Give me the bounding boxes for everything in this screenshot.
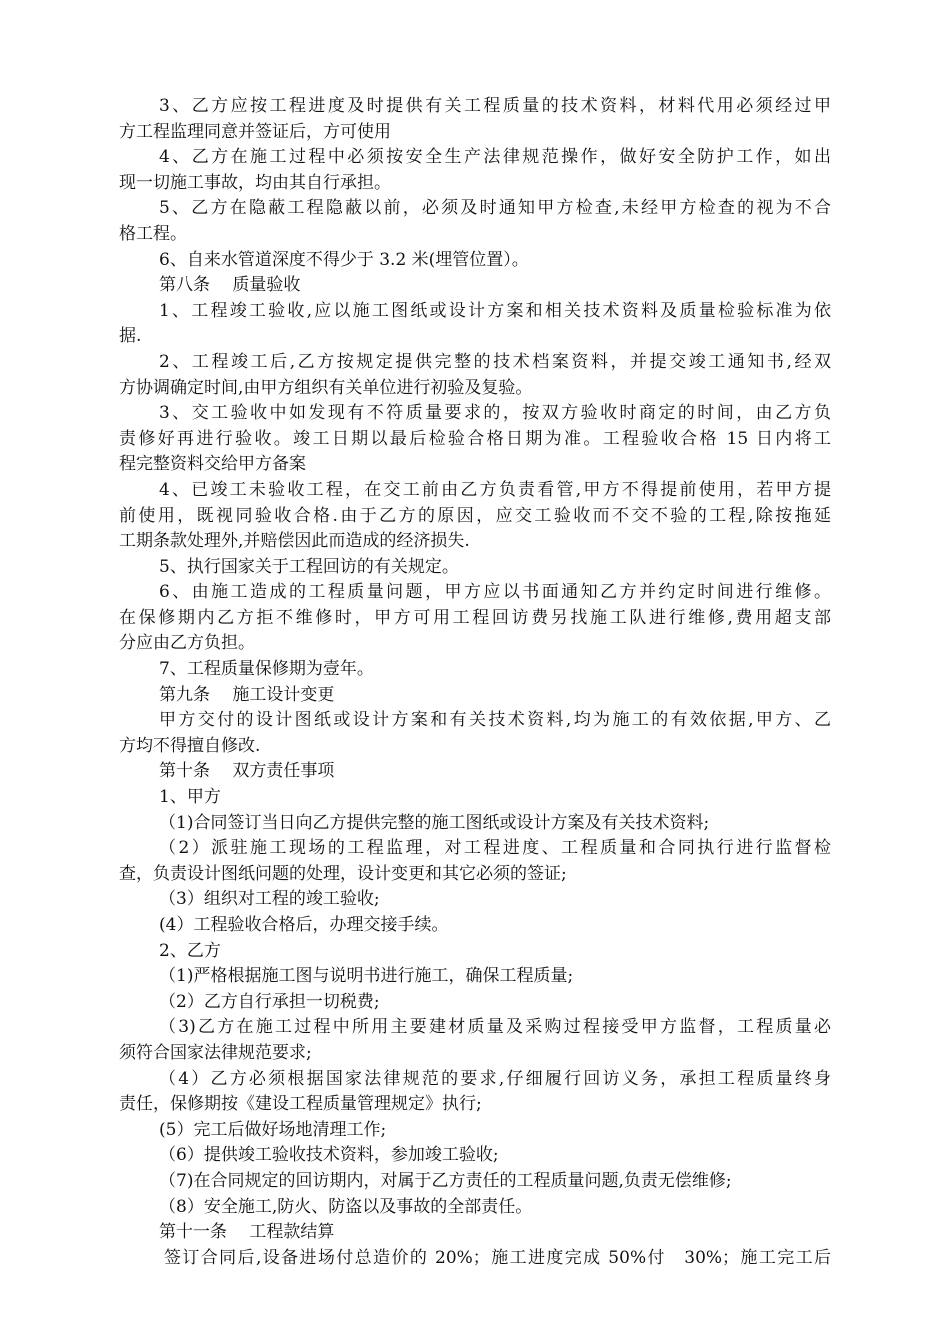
- text-line: （6）提供竣工验收技术资料，参加竣工验收;: [159, 1145, 499, 1166]
- text-line: 责任，保修期按《建设工程质量管理规定》执行;: [119, 1094, 482, 1115]
- text-line: 2、工程竣工后,乙方按规定提供完整的技术档案资料，并提交竣工通知书,经双: [159, 351, 831, 372]
- text-line: （3）组织对工程的竣工验收;: [159, 889, 380, 910]
- text-line: 在保修期内乙方拒不维修时，甲方可用工程回访费另找施工队进行维修,费用超支部: [119, 607, 831, 628]
- text-line: 查，负责设计图纸问题的处理，设计变更和其它必须的签证;: [119, 863, 567, 884]
- text-line: 5、执行国家关于工程回访的有关规定。: [159, 556, 459, 577]
- section-heading: 第八条 质量验收: [159, 275, 301, 296]
- text-line: 方协调确定时间,由甲方组织有关单位进行初验及复验。: [119, 377, 533, 398]
- contract-text: [119, 94, 831, 1271]
- text-line: 4、乙方在施工过程中必须按安全生产法律规范操作，做好安全防护工作，如出: [159, 147, 831, 168]
- text-line: 3、交工验收中如发现有不符质量要求的，按双方验收时商定的时间，由乙方负: [159, 403, 831, 424]
- text-line: 1、工程竣工验收,应以施工图纸或设计方案和相关技术资料及质量检验标准为依: [159, 300, 831, 321]
- text-line: 1、甲方: [159, 787, 221, 808]
- text-line: （2）乙方自行承担一切税费;: [159, 991, 380, 1012]
- text-line: （1)严格根据施工图与说明书进行施工，确保工程质量;: [159, 966, 574, 987]
- text-line: 须符合国家法律规范要求;: [119, 1042, 312, 1063]
- text-line: 6、由施工造成的工程质量问题，甲方应以书面通知乙方并约定时间进行维修。: [159, 582, 831, 603]
- section-heading: 第十条 双方责任事项: [159, 761, 335, 782]
- text-line: 责修好再进行验收。竣工日期以最后检验合格日期为准。工程验收合格 15 日内将工: [119, 428, 831, 449]
- text-line: （7)在合同规定的回访期内，对属于乙方责任的工程质量问题,负责无偿维修;: [159, 1170, 732, 1191]
- text-line: （8）安全施工,防火、防盗以及事故的全部责任。: [159, 1196, 533, 1217]
- text-line: 方均不得擅自修改.: [119, 735, 261, 756]
- text-line: 据.: [119, 326, 142, 347]
- text-line: 现一切施工事故，均由其自行承担。: [119, 172, 391, 193]
- text-line: (5）完工后做好场地清理工作;: [159, 1119, 387, 1140]
- text-line: （2）派驻施工现场的工程监理，对工程进度、工程质量和合同执行进行监督检: [159, 838, 831, 859]
- text-line: 5、乙方在隐蔽工程隐蔽以前，必须及时通知甲方检查,未经甲方检查的视为不合: [159, 198, 831, 219]
- text-line: （1)合同签订当日向乙方提供完整的施工图纸或设计方案及有关技术资料;: [159, 812, 710, 833]
- text-line: 工期条款处理外,并赔偿因此而造成的经济损失.: [119, 531, 470, 552]
- text-line: 方工程监理同意并签证后，方可使用: [119, 121, 391, 142]
- text-line: 7、工程质量保修期为壹年。: [159, 659, 374, 680]
- text-line: 3、乙方应按工程进度及时提供有关工程质量的技术资料，材料代用必须经过甲: [159, 96, 831, 116]
- text-line: 6、自来水管道深度不得少于 3.2 米(埋管位置）。: [159, 249, 529, 270]
- text-line: 前使用，既视同验收合格.由于乙方的原因，应交工验收而不交不验的工程,除按拖延: [119, 505, 831, 526]
- section-heading: 第九条 施工设计变更: [159, 684, 335, 705]
- text-line: (4）工程验收合格后，办理交接手续。: [159, 915, 449, 935]
- text-line: 签订合同后,设备进场付总造价的 20%；施工进度完成 50%付 30%；施工完工后: [164, 1247, 831, 1268]
- text-line: 格工程。: [119, 223, 187, 244]
- text-line: 4、已竣工未验收工程，在交工前由乙方负责看管,甲方不得提前使用，若甲方提: [159, 479, 831, 500]
- text-line: 分应由乙方负担。: [119, 633, 255, 654]
- text-line: （3)乙方在施工过程中所用主要建材质量及采购过程接受甲方监督，工程质量必: [159, 1017, 831, 1038]
- text-line: 2、乙方: [159, 940, 221, 961]
- section-heading: 第十一条 工程款结算: [159, 1222, 335, 1243]
- text-line: 程完整资料交给甲方备案: [119, 454, 306, 475]
- text-line: 甲方交付的设计图纸或设计方案和有关技术资料,均为施工的有效依据,甲方、乙: [159, 710, 831, 731]
- text-line: （4）乙方必须根据国家法律规范的要求,仔细履行回访义务，承担工程质量终身: [159, 1068, 831, 1089]
